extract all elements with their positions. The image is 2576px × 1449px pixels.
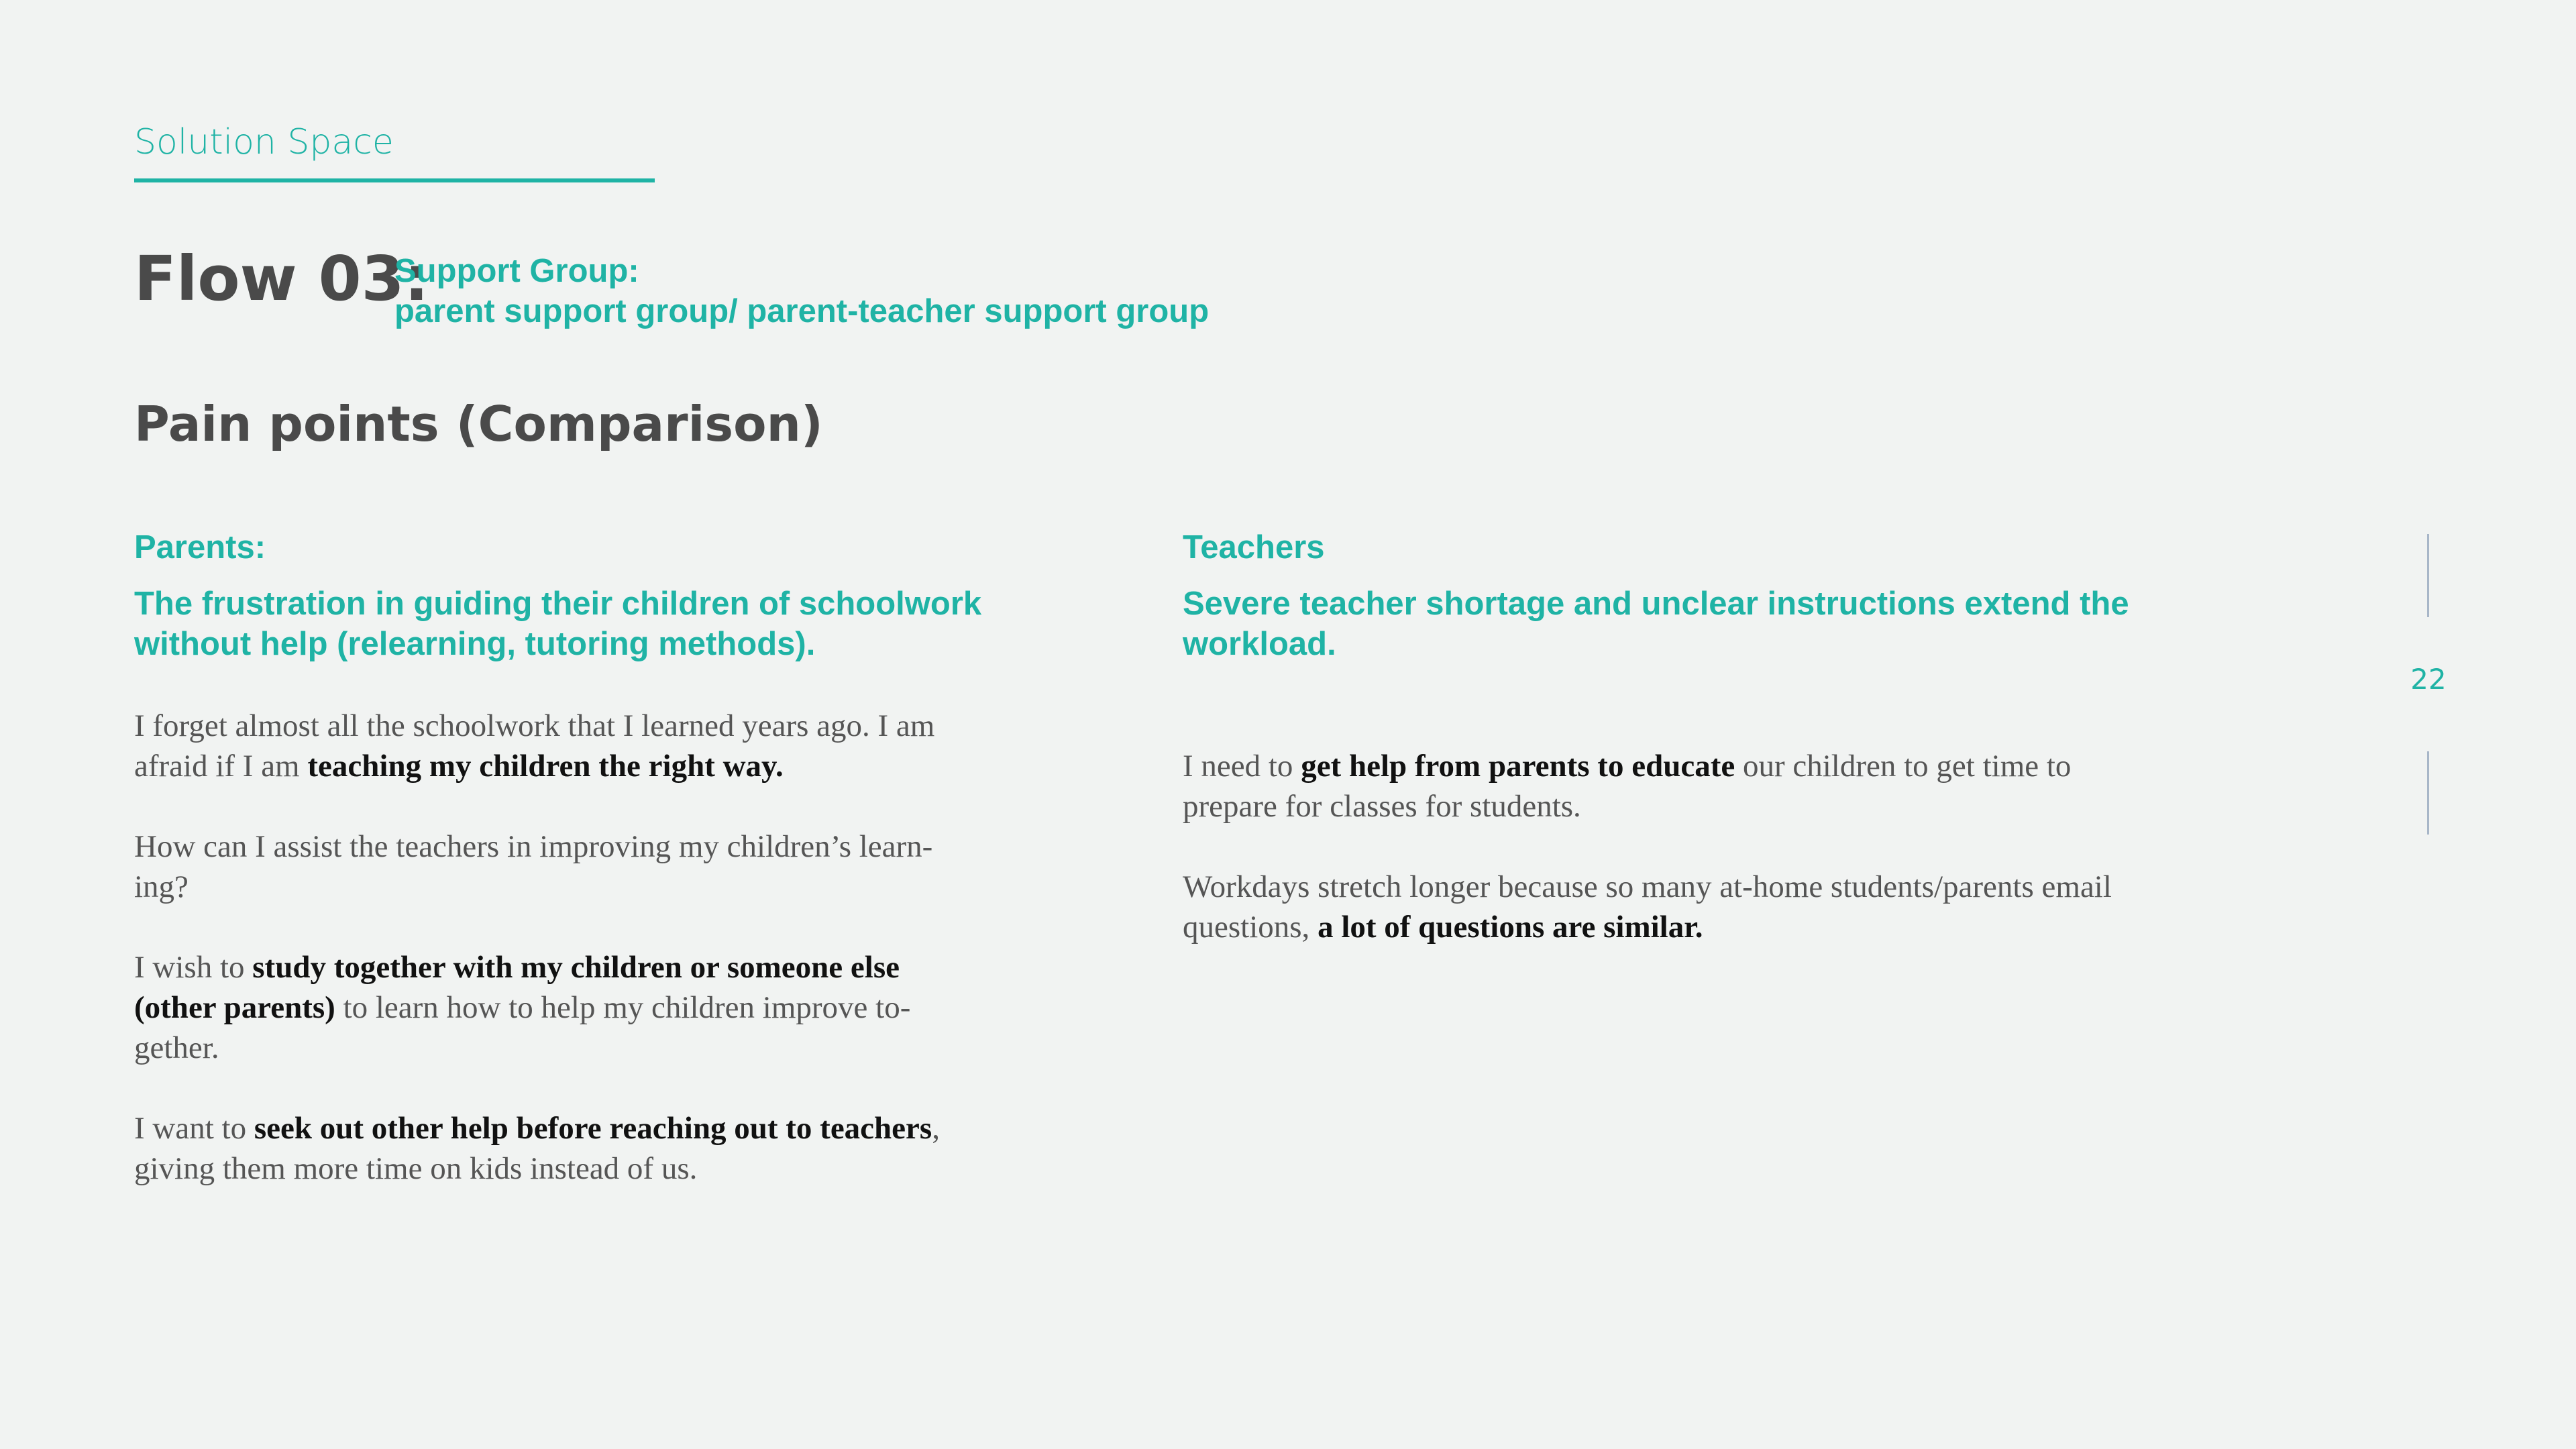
quote-text: our children to get time to [1735, 749, 2072, 784]
quote-text: I forget almost all the schoolwork that I learned years ago. I am [134, 708, 935, 743]
quote-text: gether. [134, 1030, 219, 1065]
parents-heading: Parents: [134, 529, 266, 566]
quote-text: afraid if I am [134, 749, 308, 784]
quote-text: questions, [1183, 910, 1318, 945]
parent-quote [134, 1108, 1020, 1189]
pain-points-title: Pain points (Comparison) [134, 396, 823, 452]
flow-title: Flow 03: [134, 243, 429, 315]
section-underline [134, 178, 655, 182]
summary-line: without help (relearning, tutoring methods). [134, 626, 816, 662]
summary-line: workload. [1183, 626, 1336, 662]
quote-emphasis: get help from parents to educate [1301, 749, 1735, 784]
summary-line: The frustration in guiding their children of schoolwork [134, 586, 982, 622]
page-indicator-rule-bottom [2427, 751, 2429, 835]
quote-text: I wish to [134, 950, 253, 985]
quote-text: ing? [134, 869, 189, 904]
quote-text: How can I assist the teachers in improving my children’s learn- [134, 829, 933, 864]
quote-text: prepare for classes for students. [1183, 789, 1581, 824]
quote-emphasis: seek out other help before reaching out to teachers [254, 1111, 932, 1146]
quote-text: I want to [134, 1111, 254, 1146]
teachers-pain-summary [1183, 584, 2189, 664]
teacher-quote [1183, 746, 2189, 826]
flow-subtitle-line: Support Group: [394, 253, 639, 289]
flow-subtitle [394, 251, 1209, 331]
teachers-column [1183, 527, 2189, 947]
page-number: 22 [2410, 663, 2447, 696]
parent-quote [134, 706, 1020, 786]
quote-text: I need to [1183, 749, 1301, 784]
parent-quote [134, 947, 1020, 1068]
quote-emphasis: (other parents) [134, 990, 335, 1025]
quote-text: giving them more time on kids instead of us. [134, 1151, 698, 1186]
section-label: Solution Space [134, 122, 394, 162]
summary-line: Severe teacher shortage and unclear instructions extend the [1183, 586, 2129, 622]
quote-emphasis: teaching my children the right way. [307, 749, 784, 784]
flow-subtitle-line: parent support group/ parent-teacher support group [394, 293, 1210, 329]
parents-quotes [134, 706, 1020, 1189]
quote-emphasis: study together with my children or someone else [252, 950, 900, 985]
parents-column [134, 527, 1020, 1189]
teachers-heading: Teachers [1183, 529, 1325, 566]
teacher-quote [1183, 867, 2189, 947]
quote-text: Workdays stretch longer because so many at-home students/parents email [1183, 869, 2112, 904]
quote-text: to learn how to help my children improve to- [335, 990, 911, 1025]
parents-pain-summary [134, 584, 1020, 664]
teachers-quotes [1183, 746, 2189, 947]
quote-text: , [932, 1111, 940, 1146]
quote-emphasis: a lot of questions are similar. [1318, 910, 1703, 945]
page-indicator-rule-top [2427, 534, 2429, 617]
parent-quote [134, 826, 1020, 907]
